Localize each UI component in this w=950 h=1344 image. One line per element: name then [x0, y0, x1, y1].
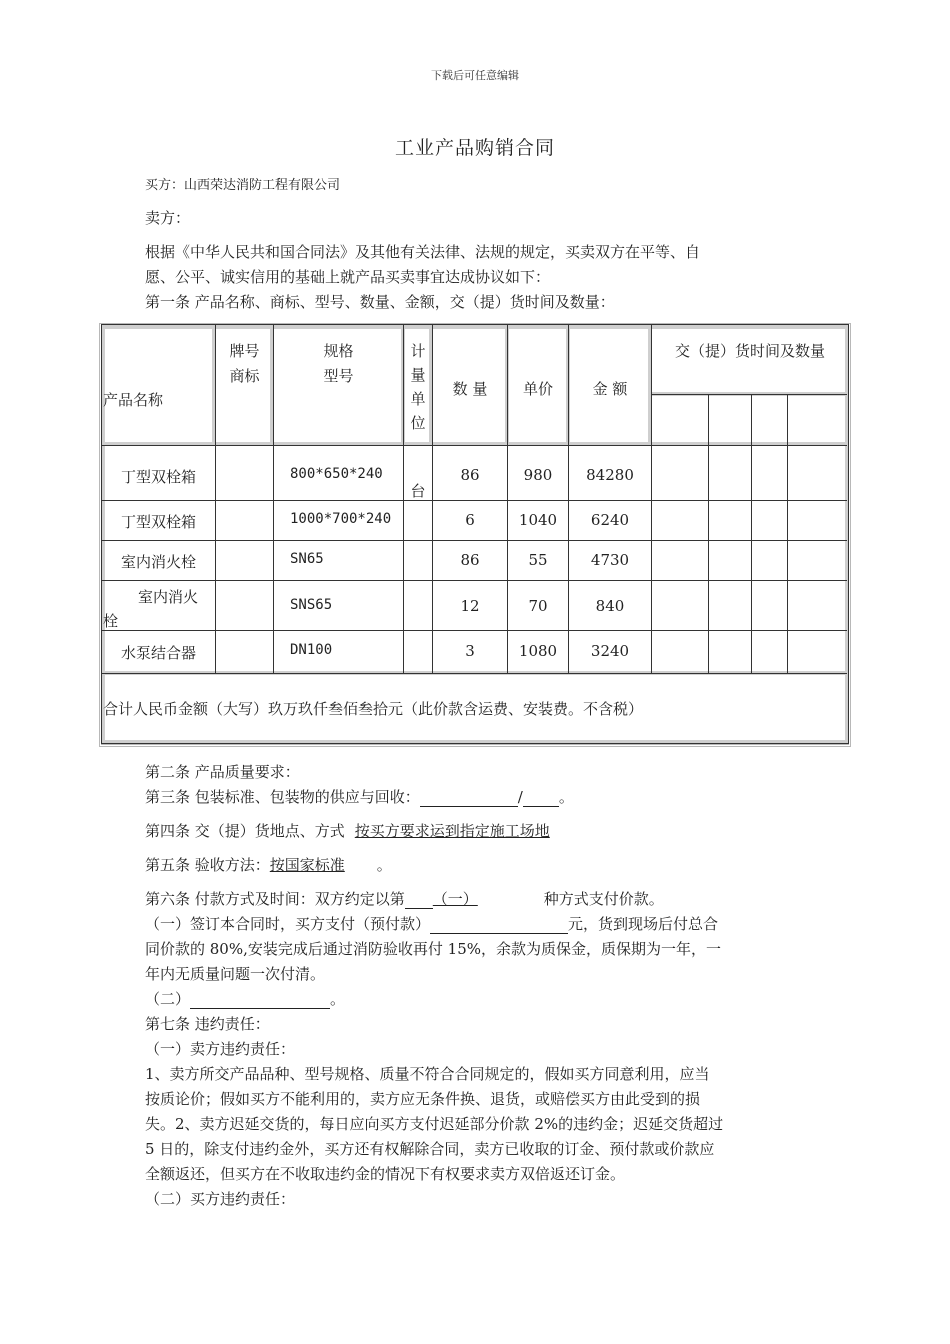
- article-7: 第七条 违约责任：: [145, 1015, 270, 1033]
- row3-price: 55: [528, 551, 548, 569]
- row5-qty: 3: [465, 642, 475, 660]
- row5-spec: DN100: [290, 642, 333, 658]
- row2-qty: 6: [465, 511, 475, 529]
- article-2: 第二条 产品质量要求：: [145, 763, 300, 781]
- article-3-end: 。: [558, 788, 574, 806]
- article-3-blank-1: [420, 788, 518, 807]
- article-7-line-4: 5 日的，除支付违约金外，买方还有权解除合同，卖方已收取的订金、预付款或价款应: [145, 1140, 715, 1158]
- row5-price: 1080: [518, 642, 558, 660]
- article-6-item-1-text: （一）签订本合同时，买方支付（预付款）: [145, 915, 431, 933]
- row3-name: 室内消火栓: [120, 553, 196, 571]
- buyer-line: 买方：山西荣达消防工程有限公司: [145, 178, 341, 193]
- row4-name-line-1: 室内消火: [138, 588, 199, 606]
- row1-price: 980: [523, 466, 553, 484]
- col-header-spec-2: 型号: [323, 367, 354, 385]
- article-6-item-1-end: 元，货到现场后付总合: [568, 915, 719, 933]
- article-6-item-2-end: 。: [330, 990, 346, 1008]
- article-6-fill: （一）: [432, 890, 478, 908]
- row3-qty: 86: [460, 551, 480, 569]
- article-6: [145, 888, 664, 909]
- col-header-qty: 数 量: [452, 380, 488, 398]
- article-6-item-2: [145, 988, 345, 1009]
- intro-line-2: 愿、公平、诚实信用的基础上就产品买卖事宜达成协议如下：: [145, 268, 551, 286]
- row3-amount: 4730: [590, 551, 630, 569]
- row2-price: 1040: [518, 511, 558, 529]
- col-header-brand-2: 商标: [229, 367, 260, 385]
- article-6-text: 第六条 付款方式及时间：双方约定以第: [145, 890, 405, 908]
- row2-name: 丁型双栓箱: [120, 513, 196, 531]
- article-7-buyer-heading: （二）买方违约责任：: [145, 1190, 296, 1208]
- intro-line-1: 根据《中华人民共和国合同法》及其他有关法律、法规的规定，买卖双方在平等、自: [145, 243, 701, 261]
- article-6-end: 种方式支付价款。: [543, 890, 664, 908]
- document-title: 工业产品购销合同: [394, 137, 555, 159]
- table-total: 合计人民币金额（大写）玖万玖仟叁佰叁拾元（此价款含运费、安装费。不含税）: [103, 700, 644, 718]
- col-header-unit-4: 位: [410, 414, 426, 432]
- unit-value: 台: [410, 482, 426, 500]
- article-4: [145, 820, 550, 841]
- article-7-line-3: 失。2、卖方迟延交货的，每日应向买方支付迟延部分价款 2%的违约金；迟延交货超过: [145, 1115, 724, 1133]
- article-6-item-2-blank: [190, 990, 330, 1009]
- col-header-spec-1: 规格: [323, 342, 354, 360]
- col-header-unit-2: 量: [410, 366, 426, 384]
- article-5: [145, 854, 392, 875]
- page-header: 下载后可任意编辑: [431, 69, 519, 82]
- row2-spec: 1000*700*240: [290, 511, 392, 527]
- col-header-unit-3: 单: [410, 390, 426, 408]
- article-3-text: 第三条 包装标准、包装物的供应与回收：: [145, 788, 420, 806]
- col-header-price: 单价: [522, 380, 553, 398]
- row1-qty: 86: [460, 466, 480, 484]
- article-6-line-3: 年内无质量问题一次付清。: [145, 965, 326, 983]
- article-7-line-5: 全额返还，但买方在不收取违约金的情况下有权要求卖方双倍返还订金。: [145, 1165, 626, 1183]
- article-3-blank-2: [523, 788, 559, 807]
- col-header-name: 产品名称: [103, 391, 164, 409]
- col-header-delivery: 交（提）货时间及数量: [674, 342, 825, 360]
- row5-amount: 3240: [590, 642, 630, 660]
- row4-price: 70: [528, 597, 548, 615]
- article-3: [145, 786, 574, 807]
- col-header-brand-1: 牌号: [229, 342, 260, 360]
- article-7-line-2: 按质论价；假如买方不能利用的，卖方应无条件换、退货，或赔偿买方由此受到的损: [145, 1090, 701, 1108]
- article-4-fill: 按买方要求运到指定施工场地: [354, 822, 550, 840]
- article-6-item-1: [145, 913, 718, 934]
- col-header-amount: 金 额: [592, 380, 628, 398]
- row3-spec: SN65: [290, 551, 324, 567]
- article-4-text: 第四条 交（提）货地点、方式: [145, 822, 345, 840]
- article-6-line-2: 同价款的 80%,安装完成后通过消防验收再付 15%，余款为质保金，质保期为一年，一: [145, 940, 721, 958]
- article-5-end: 。: [376, 856, 392, 874]
- article-7-line-1: 1、卖方所交产品品种、型号规格、质量不符合合同规定的，假如买方同意利用，应当: [145, 1065, 710, 1083]
- row1-name: 丁型双栓箱: [120, 468, 196, 486]
- row4-amount: 840: [595, 597, 625, 615]
- row5-name: 水泵结合器: [120, 644, 196, 662]
- row4-spec: SNS65: [290, 597, 333, 613]
- seller-line: 卖方：: [145, 209, 191, 227]
- row4-qty: 12: [460, 597, 480, 615]
- article-3-slash: /: [517, 788, 523, 806]
- article-7-seller-heading: （一）卖方违约责任：: [145, 1040, 296, 1058]
- article-5-fill: 按国家标准: [269, 856, 345, 874]
- row1-amount: 84280: [586, 466, 634, 484]
- article-1: 第一条 产品名称、商标、型号、数量、金额，交（提）货时间及数量：: [145, 293, 615, 311]
- article-6-blank-a: [405, 890, 433, 909]
- col-header-unit-1: 计: [410, 342, 426, 360]
- article-6-item-1-blank: [430, 915, 568, 934]
- row2-amount: 6240: [590, 511, 630, 529]
- article-6-item-2-text: （二）: [145, 990, 191, 1008]
- article-5-text: 第五条 验收方法：: [145, 856, 270, 874]
- row4-name-line-2: 栓: [103, 612, 119, 630]
- row1-spec: 800*650*240: [290, 466, 383, 482]
